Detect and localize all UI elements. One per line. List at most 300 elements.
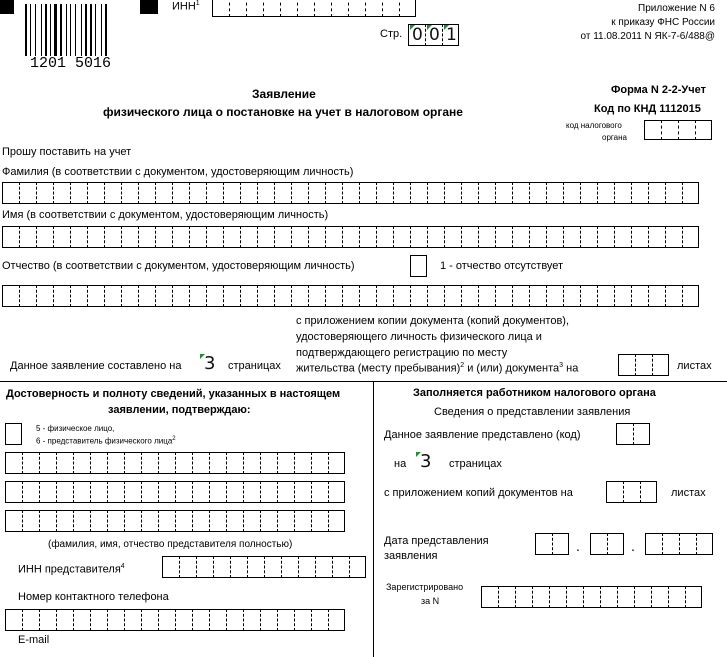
input-cell[interactable]: [243, 452, 260, 474]
input-cell[interactable]: [478, 285, 495, 307]
input-cell[interactable]: [257, 285, 274, 307]
input-cell[interactable]: [175, 510, 192, 532]
name-cells[interactable]: [2, 226, 699, 248]
reg-label1: Зарегистрировано: [386, 582, 464, 592]
input-cell[interactable]: [359, 226, 376, 248]
input-cell[interactable]: [614, 285, 631, 307]
patronymic-label: Отчество (в соответствии с документом, удостоверяющим личность): [2, 260, 355, 272]
input-cell[interactable]: [155, 285, 172, 307]
top-left-marker: [0, 0, 14, 14]
tax-code-label2: органа: [602, 133, 627, 142]
input-cell[interactable]: [172, 182, 189, 204]
input-cell[interactable]: [685, 586, 702, 608]
input-cell[interactable]: [104, 182, 121, 204]
input-cell[interactable]: [138, 226, 155, 248]
right-heading: Заполняется работником налогового органа: [413, 387, 656, 399]
phone-cells[interactable]: [5, 609, 345, 631]
input-cell[interactable]: [512, 226, 529, 248]
input-cell[interactable]: [189, 226, 206, 248]
input-cell[interactable]: [172, 285, 189, 307]
input-cell[interactable]: [294, 609, 311, 631]
input-cell[interactable]: [121, 182, 138, 204]
input-cell[interactable]: [155, 226, 172, 248]
input-cell[interactable]: [597, 285, 614, 307]
input-cell[interactable]: [90, 609, 107, 631]
input-cell[interactable]: [634, 586, 651, 608]
input-cell[interactable]: [5, 452, 22, 474]
email-label: E-mail: [18, 634, 50, 646]
input-cell[interactable]: [87, 285, 104, 307]
input-cell[interactable]: [597, 226, 614, 248]
input-cell[interactable]: [478, 182, 495, 204]
tax-code-label1: код налогового: [566, 121, 622, 130]
input-cell[interactable]: [328, 609, 345, 631]
page-cells[interactable]: 0 0 1: [408, 24, 459, 46]
input-cell[interactable]: [264, 556, 281, 578]
input-cell[interactable]: [141, 452, 158, 474]
input-cell[interactable]: [648, 285, 665, 307]
input-cell[interactable]: [277, 609, 294, 631]
input-cell[interactable]: [206, 285, 223, 307]
input-cell[interactable]: [260, 510, 277, 532]
input-cell[interactable]: [158, 481, 175, 503]
input-cell[interactable]: [243, 481, 260, 503]
phone-label: Номер контактного телефона: [18, 591, 169, 603]
rep-fio-row3[interactable]: [5, 510, 345, 532]
input-cell[interactable]: [359, 285, 376, 307]
input-cell[interactable]: [56, 609, 73, 631]
input-cell[interactable]: [87, 182, 104, 204]
input-cell[interactable]: [274, 226, 291, 248]
input-cell[interactable]: [325, 226, 342, 248]
input-cell[interactable]: [427, 285, 444, 307]
input-cell[interactable]: [328, 481, 345, 503]
right-sheets-word: листах: [671, 487, 706, 499]
knd-code: Код по КНД 1112015: [594, 103, 701, 115]
input-cell[interactable]: [328, 452, 345, 474]
input-cell[interactable]: [566, 586, 583, 608]
input-cell[interactable]: [206, 226, 223, 248]
submitted-label: Данное заявление представлено (код): [384, 429, 581, 441]
input-cell[interactable]: [36, 285, 53, 307]
input-cell[interactable]: [277, 452, 294, 474]
input-cell[interactable]: [73, 510, 90, 532]
input-cell[interactable]: [192, 609, 209, 631]
input-cell[interactable]: [206, 182, 223, 204]
input-cell[interactable]: [5, 510, 22, 532]
patronymic-cells[interactable]: [2, 285, 699, 307]
input-cell[interactable]: [90, 452, 107, 474]
input-cell[interactable]: [73, 452, 90, 474]
input-cell[interactable]: [444, 285, 461, 307]
input-cell[interactable]: [189, 285, 206, 307]
input-cell[interactable]: [325, 285, 342, 307]
on-label: на: [394, 458, 407, 470]
input-cell[interactable]: [209, 481, 226, 503]
input-cell[interactable]: [529, 226, 546, 248]
inn-label: ИНН$^1$: [172, 0, 200, 13]
input-cell[interactable]: [410, 182, 427, 204]
left-heading1: Достоверность и полноту сведений, указанных в настоящем: [6, 388, 341, 400]
composed-pages-word: страницах: [228, 360, 281, 372]
input-cell[interactable]: [563, 226, 580, 248]
input-cell[interactable]: [192, 510, 209, 532]
composed-pages-cells[interactable]: 3: [200, 354, 217, 376]
input-cell[interactable]: [175, 609, 192, 631]
date-day-cells[interactable]: [535, 533, 569, 555]
input-cell[interactable]: [549, 586, 566, 608]
input-cell[interactable]: [665, 182, 682, 204]
input-cell[interactable]: [461, 182, 478, 204]
input-cell[interactable]: [179, 556, 196, 578]
input-cell[interactable]: [226, 609, 243, 631]
no-patronymic-text: 1 - отчество отсутствует: [440, 260, 564, 272]
input-cell[interactable]: [546, 285, 563, 307]
input-cell[interactable]: [2, 285, 19, 307]
input-cell[interactable]: [162, 556, 179, 578]
input-cell[interactable]: [631, 182, 648, 204]
input-cell[interactable]: [90, 510, 107, 532]
input-cell[interactable]: [410, 285, 427, 307]
input-cell[interactable]: [70, 285, 87, 307]
composed-label: Данное заявление составлено на: [10, 360, 182, 372]
input-cell[interactable]: [325, 182, 342, 204]
input-cell[interactable]: [308, 226, 325, 248]
input-cell[interactable]: [70, 182, 87, 204]
input-cell[interactable]: [682, 182, 699, 204]
input-cell[interactable]: [141, 510, 158, 532]
input-cell[interactable]: [277, 481, 294, 503]
input-cell[interactable]: [2, 182, 19, 204]
input-cell[interactable]: [141, 609, 158, 631]
input-cell[interactable]: [291, 182, 308, 204]
title-line2: физического лица о постановке на учет в налоговом органе: [103, 105, 463, 119]
date-year-cells[interactable]: [645, 533, 713, 555]
rep-fio-row2[interactable]: [5, 481, 345, 503]
input-cell[interactable]: [240, 226, 257, 248]
reg-number-cells[interactable]: [481, 586, 702, 608]
input-cell[interactable]: [600, 586, 617, 608]
input-cell[interactable]: [580, 182, 597, 204]
input-cell[interactable]: [19, 285, 36, 307]
surname-cells[interactable]: [2, 182, 699, 204]
input-cell[interactable]: [56, 481, 73, 503]
top-marker: [140, 0, 158, 14]
input-cell[interactable]: [376, 285, 393, 307]
input-cell[interactable]: [260, 609, 277, 631]
option-6: 6 - представитель физического лица$^2$: [36, 436, 176, 446]
date-label1: Дата представления: [384, 535, 489, 547]
input-cell[interactable]: [22, 510, 39, 532]
input-cell[interactable]: [481, 586, 498, 608]
input-cell[interactable]: [53, 285, 70, 307]
input-cell[interactable]: [39, 452, 56, 474]
input-cell[interactable]: [682, 226, 699, 248]
input-cell[interactable]: [192, 481, 209, 503]
date-dot2: .: [631, 538, 635, 554]
input-cell[interactable]: [124, 481, 141, 503]
input-cell[interactable]: [580, 226, 597, 248]
input-cell[interactable]: [291, 226, 308, 248]
column-divider: [373, 381, 374, 657]
input-cell[interactable]: [2, 226, 19, 248]
input-cell[interactable]: [376, 182, 393, 204]
inn-rep-cells[interactable]: [162, 556, 366, 578]
input-cell[interactable]: [226, 481, 243, 503]
input-cell[interactable]: [121, 226, 138, 248]
input-cell[interactable]: [39, 609, 56, 631]
input-cell[interactable]: [274, 182, 291, 204]
form-number: Форма N 2-2-Учет: [611, 84, 706, 96]
input-cell[interactable]: [682, 285, 699, 307]
input-cell[interactable]: [563, 285, 580, 307]
input-cell[interactable]: [39, 481, 56, 503]
input-cell[interactable]: [22, 452, 39, 474]
input-cell[interactable]: [104, 285, 121, 307]
input-cell[interactable]: [298, 556, 315, 578]
input-cell[interactable]: [410, 226, 427, 248]
input-cell[interactable]: [532, 586, 549, 608]
input-cell[interactable]: [243, 609, 260, 631]
input-cell[interactable]: [393, 182, 410, 204]
input-cell[interactable]: [583, 586, 600, 608]
input-cell[interactable]: [617, 586, 634, 608]
barcode-number: 1201 5016: [30, 55, 112, 72]
right-pages-cells[interactable]: 3: [416, 452, 433, 474]
title-line1: Заявление: [252, 87, 316, 101]
input-cell[interactable]: [478, 226, 495, 248]
input-cell[interactable]: [230, 556, 247, 578]
input-cell[interactable]: [498, 586, 515, 608]
input-cell[interactable]: [158, 609, 175, 631]
input-cell[interactable]: [209, 510, 226, 532]
input-cell[interactable]: [614, 226, 631, 248]
input-cell[interactable]: [665, 285, 682, 307]
input-cell[interactable]: [70, 226, 87, 248]
input-cell[interactable]: [172, 226, 189, 248]
input-cell[interactable]: [107, 481, 124, 503]
input-cell[interactable]: [665, 226, 682, 248]
tax-code-cells[interactable]: [644, 120, 712, 140]
input-cell[interactable]: [73, 481, 90, 503]
input-cell[interactable]: [138, 285, 155, 307]
date-month-cells[interactable]: [590, 533, 624, 555]
input-cell[interactable]: [213, 556, 230, 578]
signer-type-cell[interactable]: [5, 423, 22, 445]
input-cell[interactable]: [107, 452, 124, 474]
input-cell[interactable]: [53, 182, 70, 204]
input-cell[interactable]: [107, 609, 124, 631]
input-cell[interactable]: [546, 226, 563, 248]
input-cell[interactable]: [648, 182, 665, 204]
order-line: к приказу ФНС России: [611, 17, 715, 28]
input-cell[interactable]: [512, 182, 529, 204]
input-cell[interactable]: [141, 481, 158, 503]
input-cell[interactable]: [274, 285, 291, 307]
input-cell[interactable]: [87, 226, 104, 248]
input-cell[interactable]: [294, 510, 311, 532]
surname-label: Фамилия (в соответствии с документом, удостоверяющим личность): [2, 166, 354, 178]
input-cell[interactable]: [189, 182, 206, 204]
input-cell[interactable]: [328, 510, 345, 532]
left-heading2: заявлении, подтверждаю:: [108, 404, 251, 416]
input-cell[interactable]: [22, 481, 39, 503]
input-cell[interactable]: [277, 510, 294, 532]
right-pages-word: страницах: [449, 458, 502, 470]
input-cell[interactable]: [342, 226, 359, 248]
input-cell[interactable]: [342, 182, 359, 204]
input-cell[interactable]: [36, 182, 53, 204]
input-cell[interactable]: [22, 609, 39, 631]
input-cell[interactable]: [257, 182, 274, 204]
inn-cells[interactable]: [212, 0, 416, 17]
input-cell[interactable]: [359, 182, 376, 204]
input-cell[interactable]: [124, 510, 141, 532]
input-cell[interactable]: [138, 182, 155, 204]
rep-fio-row1[interactable]: [5, 452, 345, 474]
input-cell[interactable]: [444, 182, 461, 204]
input-cell[interactable]: [315, 556, 332, 578]
right-attach-label: с приложением копий документов на: [384, 487, 573, 499]
input-cell[interactable]: [192, 452, 209, 474]
input-cell[interactable]: [19, 182, 36, 204]
input-cell[interactable]: [240, 285, 257, 307]
input-cell[interactable]: [257, 226, 274, 248]
input-cell[interactable]: [223, 182, 240, 204]
input-cell[interactable]: [495, 182, 512, 204]
input-cell[interactable]: [158, 510, 175, 532]
no-patronymic-cell[interactable]: [410, 255, 427, 277]
option-5: 5 - физическое лицо,: [36, 424, 115, 433]
input-cell[interactable]: [308, 182, 325, 204]
input-cell[interactable]: [291, 285, 308, 307]
inn-rep-label: ИНН представителя$^4$: [18, 563, 125, 576]
input-cell[interactable]: [19, 226, 36, 248]
input-cell[interactable]: [495, 226, 512, 248]
page-label: Стр.: [380, 28, 403, 40]
attach-line1: с приложением копии документа (копий документов),: [296, 315, 570, 327]
input-cell[interactable]: [376, 226, 393, 248]
date-label2: заявления: [384, 550, 438, 562]
input-cell[interactable]: [294, 481, 311, 503]
input-cell[interactable]: [311, 609, 328, 631]
input-cell[interactable]: [5, 609, 22, 631]
input-cell[interactable]: [668, 586, 685, 608]
input-cell[interactable]: [580, 285, 597, 307]
input-cell[interactable]: [107, 510, 124, 532]
input-cell[interactable]: [260, 452, 277, 474]
input-cell[interactable]: [158, 452, 175, 474]
input-cell[interactable]: [427, 182, 444, 204]
input-cell[interactable]: [155, 182, 172, 204]
fio-caption: (фамилия, имя, отчество представителя полностью): [48, 539, 293, 550]
input-cell[interactable]: [563, 182, 580, 204]
input-cell[interactable]: [614, 182, 631, 204]
input-cell[interactable]: [495, 285, 512, 307]
input-cell[interactable]: [223, 226, 240, 248]
input-cell[interactable]: [308, 285, 325, 307]
barcode: [25, 4, 125, 56]
input-cell[interactable]: [124, 452, 141, 474]
attach-sheets-word: листах: [677, 360, 712, 372]
right-sheets-cells[interactable]: [606, 481, 657, 503]
input-cell[interactable]: [209, 452, 226, 474]
attach-line4: жительства (месту пребывания)$^2$ и (или) документа$^3$ на: [296, 362, 579, 375]
order-date: от 11.08.2011 N ЯК-7-6/488@: [580, 31, 715, 42]
input-cell[interactable]: [515, 586, 532, 608]
submitted-code-cells[interactable]: [616, 423, 650, 445]
input-cell[interactable]: [56, 452, 73, 474]
input-cell[interactable]: [247, 556, 264, 578]
appendix: Приложение N 6: [638, 3, 715, 14]
input-cell[interactable]: [260, 481, 277, 503]
input-cell[interactable]: [53, 226, 70, 248]
input-cell[interactable]: [597, 182, 614, 204]
input-cell[interactable]: [651, 586, 668, 608]
input-cell[interactable]: [243, 510, 260, 532]
input-cell[interactable]: [294, 452, 311, 474]
input-cell[interactable]: [209, 609, 226, 631]
input-cell[interactable]: [529, 182, 546, 204]
input-cell[interactable]: [226, 452, 243, 474]
input-cell[interactable]: [332, 556, 349, 578]
input-cell[interactable]: [461, 285, 478, 307]
input-cell[interactable]: [546, 182, 563, 204]
right-subheading: Сведения о представлении заявления: [434, 406, 631, 418]
input-cell[interactable]: [196, 556, 213, 578]
input-cell[interactable]: [393, 226, 410, 248]
input-cell[interactable]: [631, 285, 648, 307]
input-cell[interactable]: [39, 510, 56, 532]
input-cell[interactable]: [512, 285, 529, 307]
input-cell[interactable]: [342, 285, 359, 307]
input-cell[interactable]: [240, 182, 257, 204]
input-cell[interactable]: [36, 226, 53, 248]
input-cell[interactable]: [226, 510, 243, 532]
input-cell[interactable]: [90, 481, 107, 503]
input-cell[interactable]: [648, 226, 665, 248]
input-cell[interactable]: [311, 481, 328, 503]
input-cell[interactable]: [427, 226, 444, 248]
input-cell[interactable]: [121, 285, 138, 307]
attach-line2: удостоверяющего личность физического лица и: [296, 331, 542, 343]
input-cell[interactable]: [223, 285, 240, 307]
input-cell[interactable]: [281, 556, 298, 578]
input-cell[interactable]: [444, 226, 461, 248]
input-cell[interactable]: [311, 452, 328, 474]
input-cell[interactable]: [175, 452, 192, 474]
name-label: Имя (в соответствии с документом, удостоверяющим личность): [2, 209, 329, 221]
input-cell[interactable]: [124, 609, 141, 631]
attach-line3: подтверждающего регистрацию по месту: [296, 347, 508, 359]
input-cell[interactable]: [393, 285, 410, 307]
input-cell[interactable]: [104, 226, 121, 248]
input-cell[interactable]: [5, 481, 22, 503]
section-divider: [0, 381, 727, 382]
input-cell[interactable]: [56, 510, 73, 532]
input-cell[interactable]: [73, 609, 90, 631]
date-dot1: .: [576, 538, 580, 554]
input-cell[interactable]: [461, 226, 478, 248]
reg-label2: за N: [421, 596, 440, 606]
input-cell[interactable]: [349, 556, 366, 578]
attach-sheets-cells[interactable]: [618, 354, 669, 376]
input-cell[interactable]: [311, 510, 328, 532]
request-text: Прошу поставить на учет: [2, 146, 132, 158]
input-cell[interactable]: [631, 226, 648, 248]
input-cell[interactable]: [175, 481, 192, 503]
input-cell[interactable]: [529, 285, 546, 307]
